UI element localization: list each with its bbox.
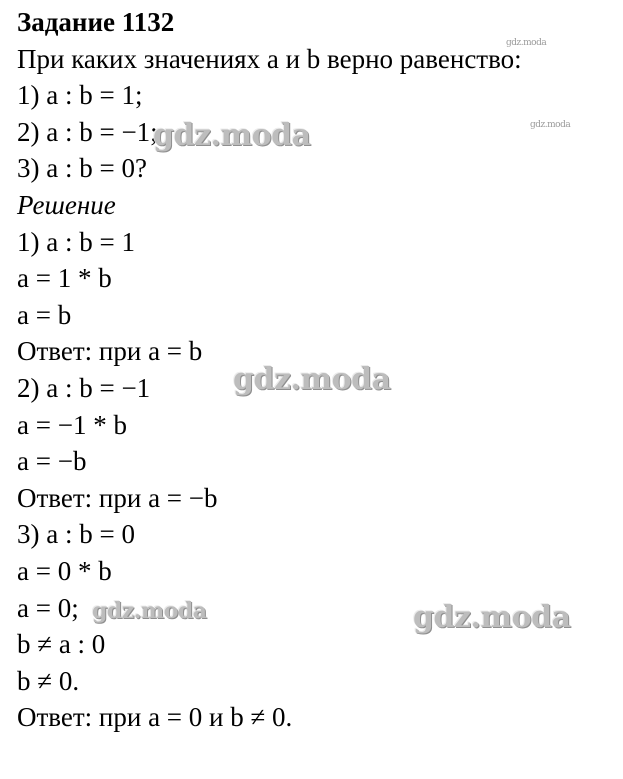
watermark-small-2: gdz.moda <box>530 120 571 130</box>
solution-line-2: a = 1 * b <box>17 263 112 294</box>
answer-1: Ответ: при a = b <box>17 336 203 367</box>
solution-line-3: a = b <box>17 299 72 330</box>
watermark-4: gdz.moda <box>413 600 571 635</box>
solution-line-5: 2) a : b = −1 <box>17 372 151 403</box>
answer-2: Ответ: при a = −b <box>17 482 218 513</box>
question-text: При каких значениях a и b верно равенство: <box>17 43 522 74</box>
solution-line-11: a = 0; <box>17 592 79 623</box>
solution-line-6: a = −1 * b <box>17 409 127 440</box>
watermark-1: gdz.moda <box>153 118 311 153</box>
task-title: Задание 1132 <box>17 7 175 37</box>
solution-heading: Решение <box>17 189 116 220</box>
solution-line-13: b ≠ 0. <box>17 665 80 696</box>
solution-line-10: a = 0 * b <box>17 555 112 586</box>
watermark-2: gdz.moda <box>233 362 391 397</box>
solution-line-12: b ≠ a : 0 <box>17 629 106 660</box>
solution-line-9: 3) a : b = 0 <box>17 519 135 550</box>
solution-line-1: 1) a : b = 1 <box>17 226 135 257</box>
watermark-small-1: gdz.moda <box>506 38 547 48</box>
answer-3: Ответ: при a = 0 и b ≠ 0. <box>17 702 293 733</box>
question-item-3: 3) a : b = 0? <box>17 153 147 184</box>
question-item-2: 2) a : b = −1; <box>17 116 158 147</box>
solution-line-7: a = −b <box>17 446 87 477</box>
question-item-1: 1) a : b = 1; <box>17 80 143 111</box>
watermark-3: gdz.moda <box>92 598 207 624</box>
